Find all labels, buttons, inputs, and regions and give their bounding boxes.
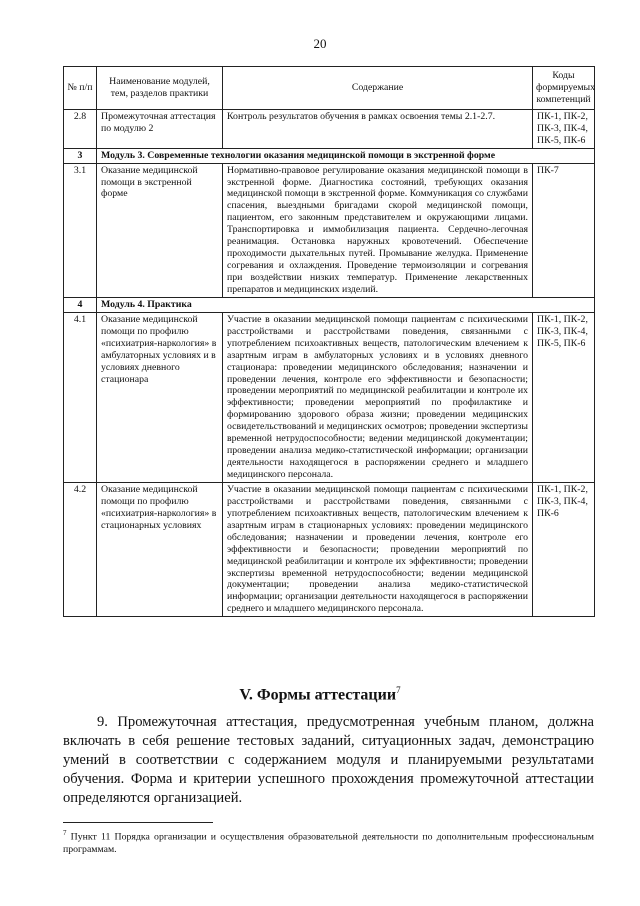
row-codes: ПК-7 — [533, 163, 595, 297]
page-number: 20 — [313, 36, 327, 51]
table-header-row — [64, 67, 595, 110]
row-content: Контроль результатов обучения в рамках освоения темы 2.1-2.7. — [223, 109, 533, 148]
module-row — [64, 148, 595, 163]
row-codes: ПК-1, ПК-2, ПК-3, ПК-4, ПК-5, ПК-6 — [533, 109, 595, 148]
section-heading — [0, 685, 640, 704]
row-content: Участие в оказании медицинской помощи пациентам с психическими расстройствами и расстройствами поведения, связанными с употреблением психоактивных веществ, патологическим влечением к азартным играм в стационарных условиях: проведении медицинского обследования; назначении и проведении лечения, контроле его эффективности и безопасности; проведении мероприятий по медицинской реабилитации и контроле их эффективности; проведении экспертизы временной нетрудоспособности; ведении медицинской документации; проведении анализа медико-статистической информации; организации деятельности находящегося в распоряжении среднего и младшего медицинского персонала. — [223, 482, 533, 616]
footnote-divider — [63, 822, 213, 823]
row-name: Оказание медицинской помощи по профилю «психиатрия-наркология» в амбулаторных условиях и в условиях дневного стационара — [97, 312, 223, 482]
row-name: Оказание медицинской помощи по профилю «психиатрия-наркология» в стационарных условиях — [97, 482, 223, 616]
row-num: 2.8 — [64, 109, 97, 148]
row-num: 4.2 — [64, 482, 97, 616]
header-codes: Коды формируемых компетенций — [533, 67, 595, 110]
row-content: Нормативно-правовое регулирование оказания медицинской помощи в экстренной форме. Диагностика состояний, требующих оказания медицинской помощи в экстренной форме. Коммуникация со службами спасения, выездными бригадами скорой медицинской помощи, пациентом, его законным представителем и окружающими лицами. Транспортировка и иммобилизация пациента. Сердечно-легочная реанимация. Остановка наружных кровотечений. Обеспечение проходимости дыхательных путей. Промывание желудка. Применение согревания и охлаждения. Проведение термоизоляции и согревания при воздействии низких температур. Применение лекарственных препаратов и медицинских изделий. — [223, 163, 533, 297]
table-row — [64, 109, 595, 148]
module-title: Модуль 3. Современные технологии оказания медицинской помощи в экстренной форме — [101, 149, 496, 161]
curriculum-table — [63, 66, 595, 617]
module-row — [64, 297, 595, 312]
module-title-cell — [97, 297, 595, 312]
table-row — [64, 163, 595, 297]
header-name: Наименование модулей, тем, разделов практики — [97, 67, 223, 110]
row-num: 4.1 — [64, 312, 97, 482]
module-num: 4 — [64, 297, 97, 312]
footnote-text: Пункт 11 Порядка организации и осуществления образовательной деятельности по дополнительным профессиональным программам. — [63, 831, 594, 856]
row-codes: ПК-1, ПК-2, ПК-3, ПК-4, ПК-5, ПК-6 — [533, 312, 595, 482]
row-codes: ПК-1, ПК-2, ПК-3, ПК-4, ПК-6 — [533, 482, 595, 616]
body-paragraph: 9. Промежуточная аттестация, предусмотренная учебным планом, должна включать в себя решение тестовых заданий, ситуационных задач, демонстрацию умений в соответствии с содержанием модуля и планируемыми результатами обучения. Форма и критерии успешного прохождения промежуточной аттестации определяются организацией. — [63, 714, 594, 806]
footnote — [63, 827, 594, 856]
module-num: 3 — [64, 148, 97, 163]
row-name: Оказание медицинской помощи в экстренной форме — [97, 163, 223, 297]
footnote-reference: 7 — [396, 685, 401, 695]
header-num: № п/п — [64, 67, 97, 110]
footnote-mark: 7 — [63, 829, 67, 837]
table-row — [64, 482, 595, 616]
row-content: Участие в оказании медицинской помощи пациентам с психическими расстройствами и расстройствами поведения, связанными с употреблением психоактивных веществ, патологическим влечением к азартным играм в амбулаторных условиях и в условиях дневного стационара: проведении медицинского обследования; назначении и проведении лечения, контроле его эффективности и безопасности; проведении мероприятий по медицинской реабилитации и контроле их эффективности; проведении мероприятий по профилактике и формированию здорового образа жизни; проведении медицинских освидетельствований и медицинских осмотров; проведении экспертизы временной нетрудоспособности; ведении медицинской документации; проведении анализа медико-статистической информации; организации деятельности находящегося в распоряжении среднего и младшего медицинского персонала. — [223, 312, 533, 482]
table-row — [64, 312, 595, 482]
module-title: Модуль 4. Практика — [101, 298, 192, 310]
section-title-text: V. Формы аттестации — [239, 686, 397, 704]
header-content: Содержание — [223, 67, 533, 110]
module-title-cell — [97, 148, 595, 163]
row-name: Промежуточная аттестация по модулю 2 — [97, 109, 223, 148]
row-num: 3.1 — [64, 163, 97, 297]
